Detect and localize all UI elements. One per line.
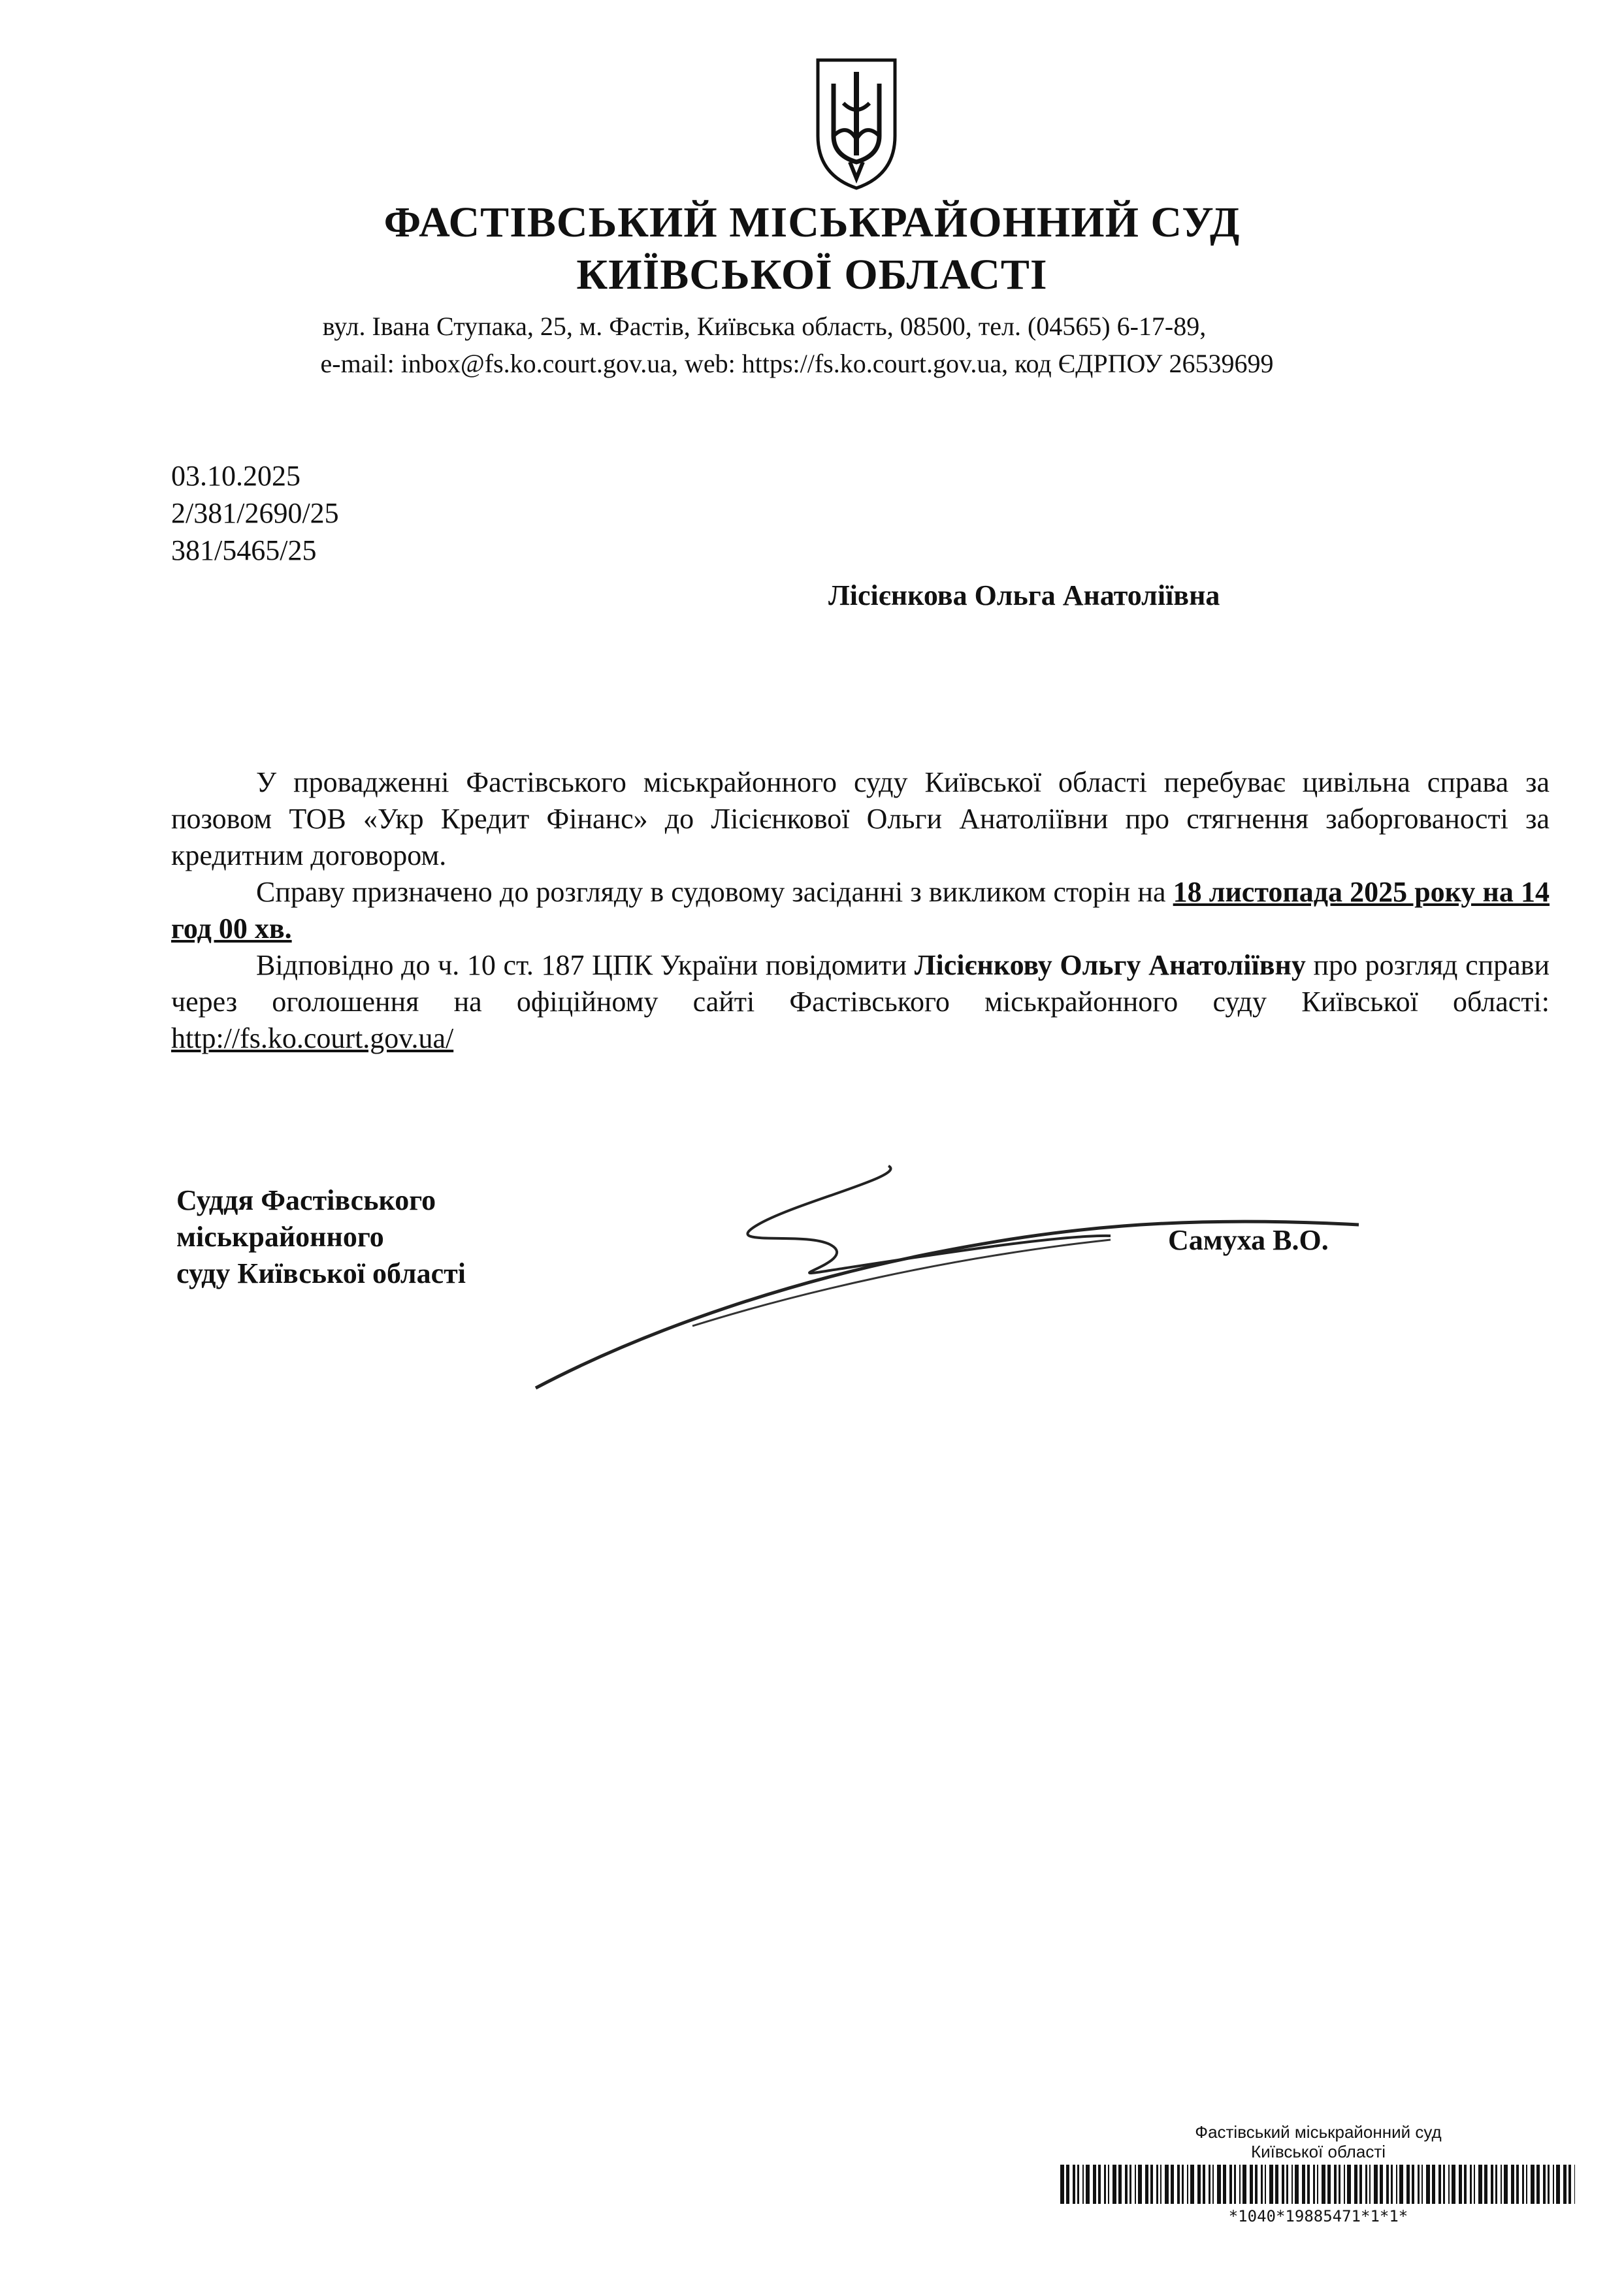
hearing-date: 18 листопада 2025 року на 14 год 00 хв. bbox=[171, 876, 1550, 945]
document-date: 03.10.2025 bbox=[171, 460, 300, 492]
notification-text-a: Відповідно до ч. 10 ст. 187 ЦПК України повідомити bbox=[256, 949, 915, 981]
paragraph-notification bbox=[171, 947, 1550, 1057]
registration-stamp bbox=[1057, 2123, 1580, 2225]
court-website-link[interactable]: http://fs.ko.court.gov.ua/ bbox=[171, 1022, 454, 1054]
court-title-line2: КИЇВСЬКОЇ ОБЛАСТІ bbox=[576, 251, 1048, 299]
notification-text-b: про розгляд справи через оголошення на офіційному сайті Фастівського міськрайонного суду Київської області: bbox=[171, 949, 1550, 1018]
judge-title-line3: суду Київської області bbox=[176, 1257, 466, 1289]
stamp-line1: Фастівський міськрайонний суд bbox=[1195, 2122, 1442, 2142]
judge-title-line2: міськрайонного bbox=[176, 1221, 384, 1253]
court-title-line1: ФАСТІВСЬКИЙ МІСЬКРАЙОННИЙ СУД bbox=[383, 199, 1241, 246]
handwritten-signature bbox=[523, 1137, 1385, 1411]
notified-party-name: Лісієнкову Ольгу Анатоліївну bbox=[914, 949, 1306, 981]
barcode-number: *1040*19885471*1*1* bbox=[1228, 2206, 1408, 2225]
paragraph-hearing bbox=[171, 874, 1550, 947]
judge-title-line1: Суддя Фастівського bbox=[176, 1184, 436, 1216]
recipient-name: Лісієнкова Ольга Анатоліївна bbox=[828, 579, 1220, 611]
hearing-text: Справу призначено до розгляду в судовому засіданні з викликом сторін на bbox=[256, 876, 1173, 908]
signer-name: Самуха В.О. bbox=[1168, 1224, 1329, 1256]
paragraph-case-info: У провадженні Фастівського міськрайонного суду Київської області перебуває цивільна справа за позовом ТОВ «Укр Кредит Фінанс» до Лісієнкової Ольги Анатоліївни про стягнення заборгованості за кредитним договором. bbox=[171, 766, 1550, 871]
barcode-icon bbox=[1060, 2165, 1576, 2204]
notice-body bbox=[171, 764, 1550, 1057]
case-number: 2/381/2690/25 bbox=[171, 497, 339, 529]
judge-title bbox=[176, 1182, 466, 1292]
stamp-line2: Київської області bbox=[1250, 2141, 1386, 2161]
trident-emblem-icon bbox=[814, 57, 899, 191]
proceeding-number: 381/5465/25 bbox=[171, 534, 317, 566]
court-address: вул. Івана Ступака, 25, м. Фастів, Київська область, 08500, тел. (04565) 6-17-89, bbox=[322, 312, 1207, 341]
court-contacts: e-mail: inbox@fs.ko.court.gov.ua, web: https://fs.ko.court.gov.ua, код ЄДРПОУ 26539699 bbox=[320, 349, 1274, 378]
